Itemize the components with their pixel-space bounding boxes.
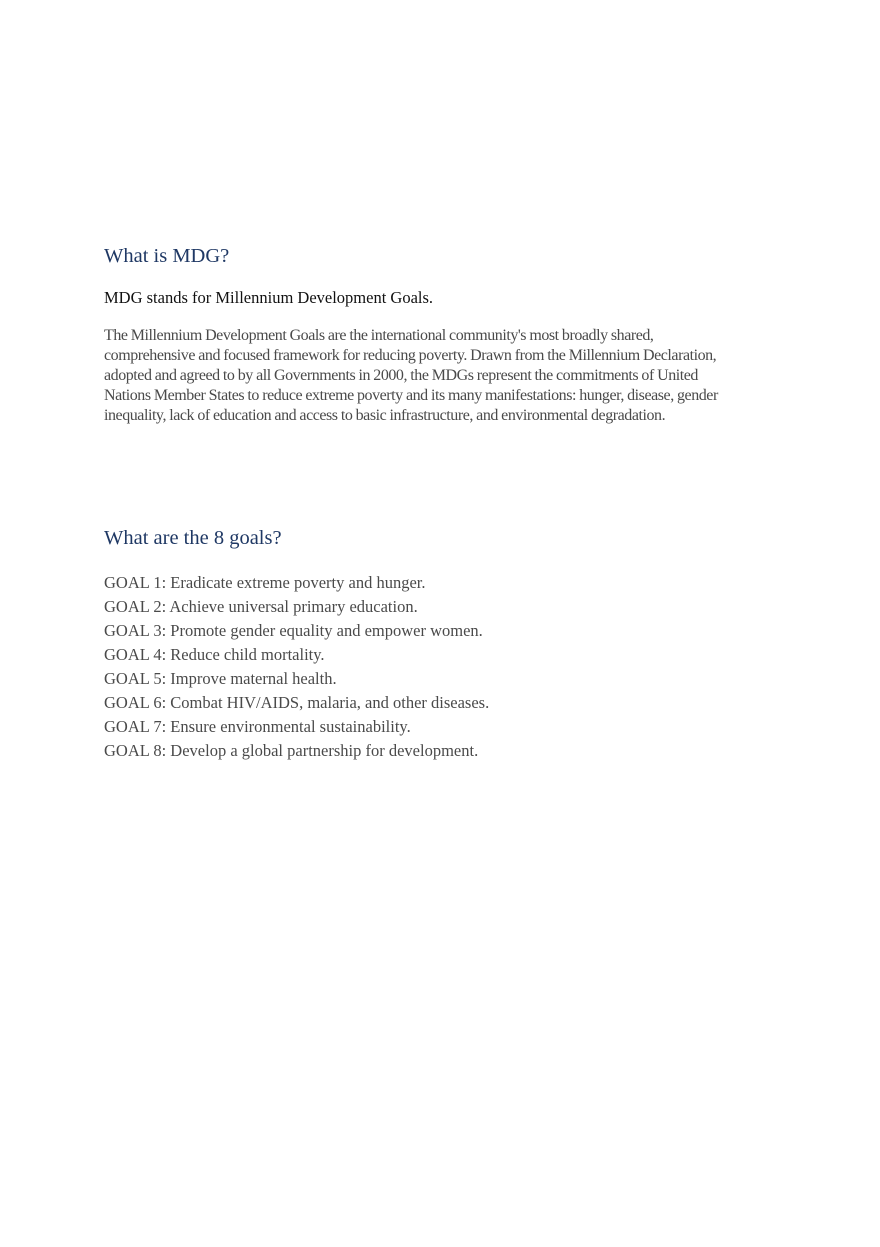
goal-item-4: GOAL 4: Reduce child mortality.: [104, 645, 325, 664]
mdg-description-paragraph: The Millennium Development Goals are the international community's most broadly shared, comprehensive and focused framework for reducing poverty. Drawn from the Millennium Declaration, adopted and agreed to by all Governments in 2000, the MDGs represent the commitments of United Nations Member States to reduce extreme poverty and its many manifestations: hunger, disease, gender inequality, lack of education and access to basic infrastructure, and environmental degradation.: [104, 327, 718, 424]
goal-item-1: GOAL 1: Eradicate extreme poverty and hunger.: [104, 573, 426, 592]
goal-item-8: GOAL 8: Develop a global partnership for development.: [104, 741, 479, 760]
goal-item-2: GOAL 2: Achieve universal primary education.: [104, 597, 418, 616]
section-heading-eight-goals: What are the 8 goals?: [104, 527, 282, 549]
goal-item-7: GOAL 7: Ensure environmental sustainability.: [104, 717, 411, 736]
mdg-definition: MDG stands for Millennium Development Goals.: [104, 288, 434, 307]
goal-item-6: GOAL 6: Combat HIV/AIDS, malaria, and other diseases.: [104, 693, 490, 712]
section-heading-what-is-mdg: What is MDG?: [104, 245, 230, 267]
goals-list: [104, 571, 489, 763]
goal-item-5: GOAL 5: Improve maternal health.: [104, 669, 337, 688]
goal-item-3: GOAL 3: Promote gender equality and empower women.: [104, 621, 483, 640]
